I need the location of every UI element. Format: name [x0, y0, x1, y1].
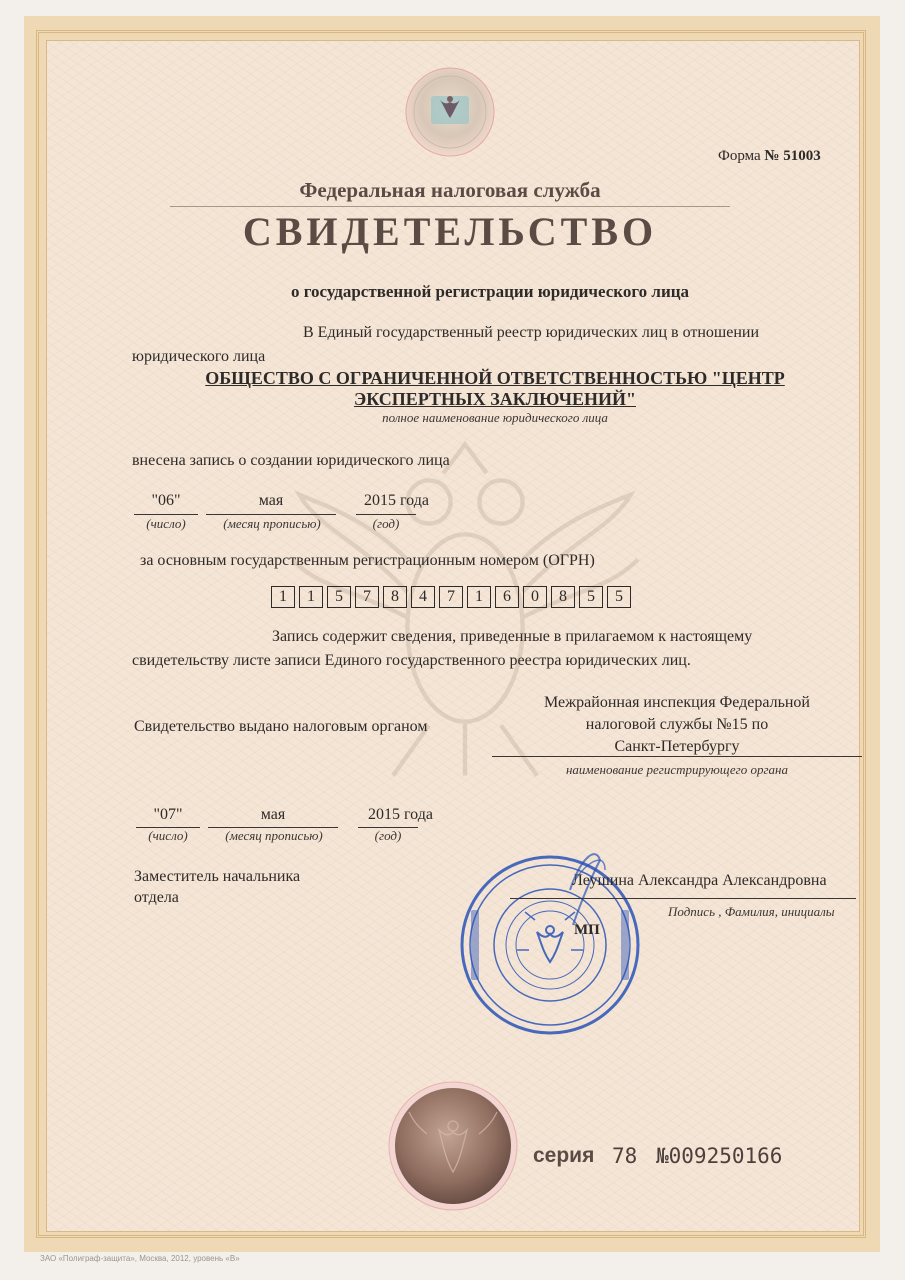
- ogrn-digit: 5: [579, 586, 603, 608]
- ogrn-digit: 1: [271, 586, 295, 608]
- certificate-number: №009250166: [656, 1144, 783, 1168]
- record-text-line1: Запись содержит сведения, приведенные в прилагаемом к настоящему: [272, 628, 753, 645]
- authority-underline: [492, 756, 862, 757]
- ogrn-digit: 4: [411, 586, 435, 608]
- reg-day-underline: [134, 514, 198, 515]
- series-value: 78: [612, 1144, 638, 1168]
- record-text-line2: свидетельству листе записи Единого государственного реестра юридических лиц.: [132, 652, 691, 669]
- reg-month-underline: [206, 514, 336, 515]
- reg-day: "06": [151, 492, 181, 509]
- issuing-authority: [492, 692, 862, 758]
- hologram-emblem-icon: [404, 66, 496, 158]
- form-number-value: № 51003: [764, 148, 821, 164]
- form-label: Форма: [718, 148, 761, 164]
- ogrn-digit: 7: [439, 586, 463, 608]
- ogrn-digit: 7: [355, 586, 379, 608]
- reg-year-value: 2015: [364, 492, 396, 509]
- entry-text: внесена запись о создании юридического лица: [132, 452, 450, 469]
- embossed-emblem-icon: [387, 1080, 519, 1212]
- reg-day-caption: (число): [146, 516, 186, 531]
- authority-caption: наименование регистрирующего органа: [565, 762, 788, 777]
- issue-year-value: 2015: [368, 806, 400, 823]
- ogrn-digit: 5: [327, 586, 351, 608]
- signer-name: Леушина Александра Александровна: [572, 872, 827, 889]
- issue-year-word: года: [404, 806, 433, 823]
- authority-line2: налоговой службы №15 по: [585, 716, 769, 733]
- ogrn-digit: 1: [299, 586, 323, 608]
- intro-text-line2: юридического лица: [132, 348, 266, 365]
- reg-year-word: года: [400, 492, 429, 509]
- printer-note: ЗАО «Полиграф-защита», Москва, 2012, уровень «В»: [40, 1254, 240, 1263]
- reg-month-caption: (месяц прописью): [223, 516, 321, 531]
- reg-month: мая: [258, 492, 284, 509]
- ogrn-digit: 5: [607, 586, 631, 608]
- issue-year: [368, 806, 433, 824]
- signature-underline: [510, 898, 856, 899]
- issue-month: мая: [260, 806, 286, 823]
- header-divider: [170, 206, 730, 207]
- ogrn-digit: 6: [495, 586, 519, 608]
- series-label: серия: [533, 1144, 595, 1167]
- company-name: [150, 368, 840, 410]
- signature-caption: Подпись , Фамилия, инициалы: [668, 904, 835, 919]
- signer-position-line1: Заместитель начальника: [134, 868, 301, 885]
- issued-by-label: Свидетельство выдано налоговым органом: [134, 718, 428, 735]
- document-title: СВИДЕТЕЛЬСТВО: [242, 209, 658, 254]
- company-name-line1: ОБЩЕСТВО С ОГРАНИЧЕННОЙ ОТВЕТСТВЕННОСТЬЮ "ЦЕНТР: [205, 368, 785, 388]
- reg-year-caption: (год): [372, 516, 400, 531]
- issue-day-caption: (число): [148, 828, 188, 843]
- intro-text-line1: В Единый государственный реестр юридических лиц в отношении: [303, 324, 760, 341]
- issue-year-caption: (год): [374, 828, 402, 843]
- stamp-place-label: МП: [574, 922, 600, 938]
- document-subtitle: о государственной регистрации юридического лица: [290, 282, 690, 301]
- ogrn-label: за основным государственным регистрационным номером (ОГРН): [140, 552, 595, 569]
- agency-name: Федеральная налоговая служба: [299, 178, 601, 202]
- ogrn-digit: 0: [523, 586, 547, 608]
- company-name-line2: ЭКСПЕРТНЫХ ЗАКЛЮЧЕНИЙ": [354, 389, 636, 409]
- signer-position-line2: отдела: [134, 889, 179, 906]
- signer-position: [134, 866, 300, 908]
- issue-month-caption: (месяц прописью): [225, 828, 323, 843]
- ogrn-digit: 8: [383, 586, 407, 608]
- authority-line3: Санкт-Петербургу: [614, 738, 740, 755]
- ogrn-digit: 1: [467, 586, 491, 608]
- form-number: [718, 148, 821, 165]
- reg-year: [364, 492, 429, 510]
- authority-line1: Межрайонная инспекция Федеральной: [544, 694, 810, 711]
- ogrn-digit: 8: [551, 586, 575, 608]
- reg-year-underline: [356, 514, 416, 515]
- company-name-caption: полное наименование юридического лица: [382, 410, 608, 425]
- issue-day: "07": [153, 806, 183, 823]
